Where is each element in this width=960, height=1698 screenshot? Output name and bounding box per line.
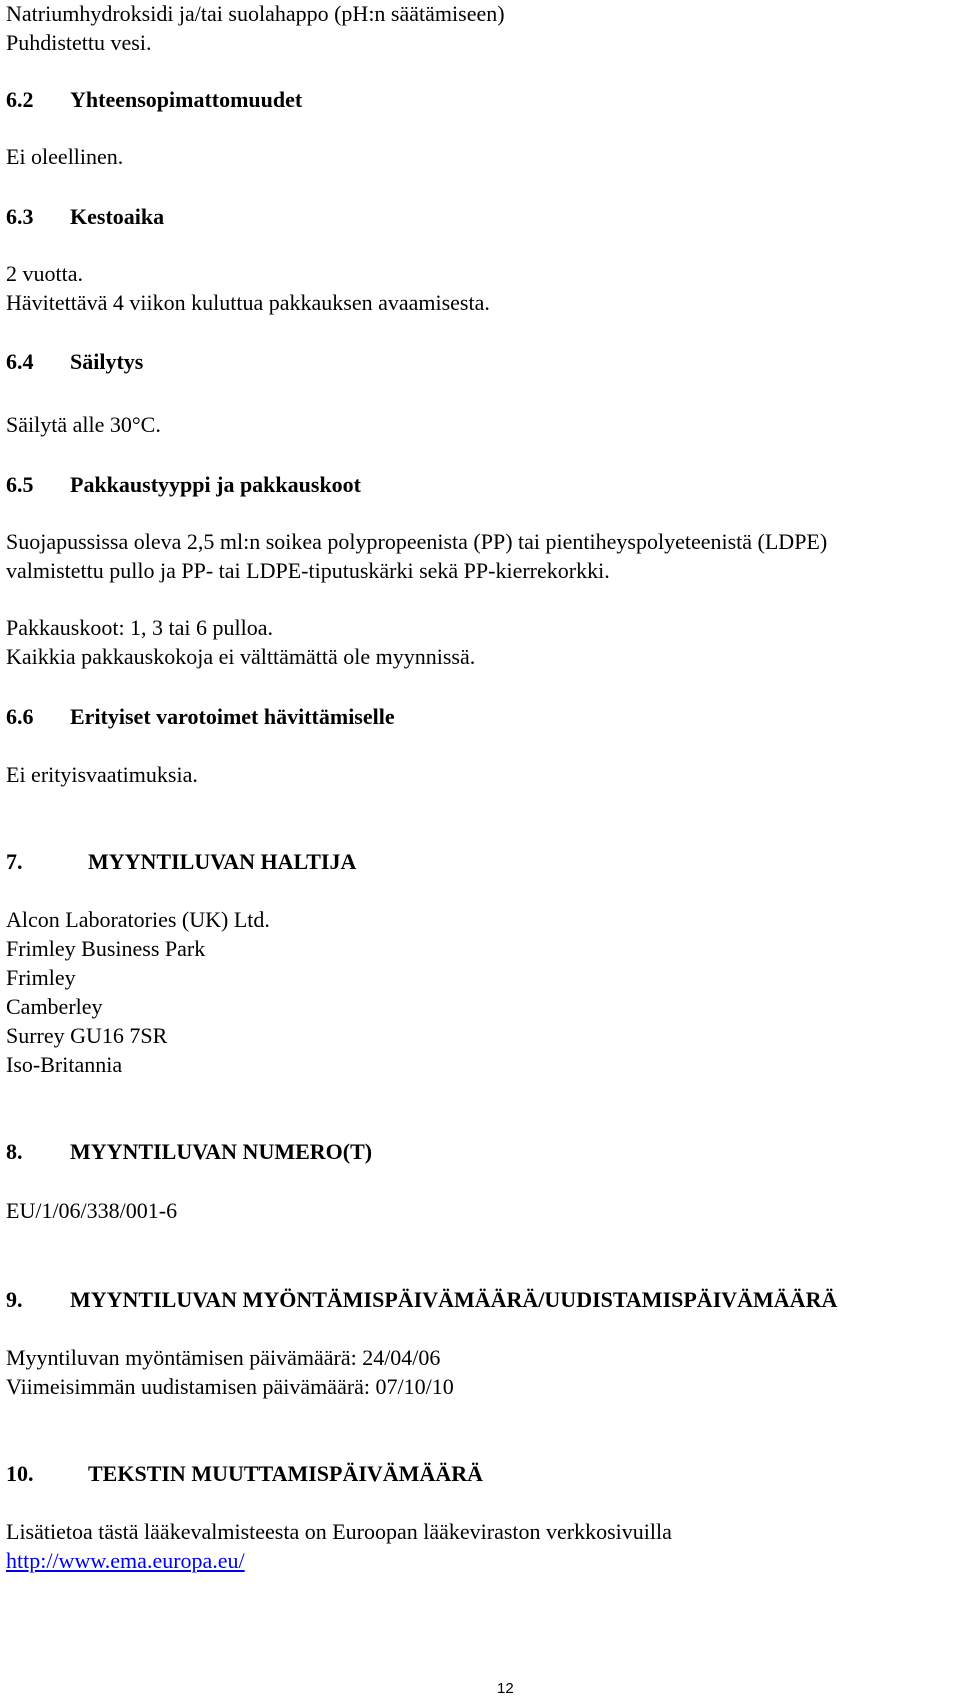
section-number: 8. bbox=[6, 1139, 23, 1164]
section-7-heading bbox=[6, 848, 356, 876]
section-6-4-heading bbox=[6, 348, 143, 376]
section-6-5-line-3: Pakkauskoot: 1, 3 tai 6 pulloa. bbox=[6, 615, 274, 640]
section-9-line-2: Viimeisimmän uudistamisen päivämäärä: 07/10/10 bbox=[6, 1374, 454, 1399]
section-number: 6.4 bbox=[6, 349, 34, 374]
intro-line-1: Natriumhydroksidi ja/tai suolahappo (pH:n säätämiseen) bbox=[6, 1, 505, 26]
section-number: 6.5 bbox=[6, 472, 34, 497]
section-title: Erityiset varotoimet hävittämiselle bbox=[70, 704, 395, 729]
address-line: Camberley bbox=[6, 994, 103, 1019]
section-9-line-1: Myyntiluvan myöntämisen päivämäärä: 24/04/06 bbox=[6, 1345, 441, 1370]
address-line: Alcon Laboratories (UK) Ltd. bbox=[6, 907, 270, 932]
section-number: 6.6 bbox=[6, 704, 34, 729]
ema-link-row bbox=[6, 1547, 245, 1575]
section-6-6-heading bbox=[6, 703, 395, 731]
section-6-5-line-2: valmistettu pullo ja PP- tai LDPE-tiputuskärki sekä PP-kierrekorkki. bbox=[6, 558, 610, 583]
section-6-2-heading bbox=[6, 86, 302, 114]
section-6-6-text: Ei erityisvaatimuksia. bbox=[6, 762, 198, 787]
section-number: 10. bbox=[6, 1461, 34, 1486]
section-10-line-1: Lisätietoa tästä lääkevalmisteesta on Euroopan lääkeviraston verkkosivuilla bbox=[6, 1519, 672, 1544]
section-6-5-line-1: Suojapussissa oleva 2,5 ml:n soikea polypropeenista (PP) tai pientiheyspolyeteenistä (LDPE) bbox=[6, 529, 828, 554]
section-8-text: EU/1/06/338/001-6 bbox=[6, 1198, 178, 1223]
section-title: MYYNTILUVAN HALTIJA bbox=[88, 849, 357, 874]
page-number: 12 bbox=[497, 1680, 514, 1697]
section-number: 7. bbox=[6, 849, 23, 874]
section-6-5-line-4: Kaikkia pakkauskokoja ei välttämättä ole myynnissä. bbox=[6, 644, 476, 669]
section-title: Kestoaika bbox=[70, 204, 165, 229]
section-6-2-text: Ei oleellinen. bbox=[6, 144, 124, 169]
address-line: Surrey GU16 7SR bbox=[6, 1023, 168, 1048]
section-8-heading bbox=[6, 1138, 372, 1166]
section-title: Säilytys bbox=[70, 349, 144, 374]
section-6-3-heading bbox=[6, 203, 164, 231]
section-6-5-heading bbox=[6, 471, 361, 499]
section-title: TEKSTIN MUUTTAMISPÄIVÄMÄÄRÄ bbox=[88, 1461, 484, 1486]
section-6-3-line-1: 2 vuotta. bbox=[6, 261, 83, 286]
section-10-heading bbox=[6, 1460, 483, 1488]
address-line: Iso-Britannia bbox=[6, 1052, 123, 1077]
section-title: Pakkaustyyppi ja pakkauskoot bbox=[70, 472, 362, 497]
address-line: Frimley bbox=[6, 965, 76, 990]
ema-website-link[interactable]: http://www.ema.europa.eu/ bbox=[6, 1548, 245, 1573]
section-title: Yhteensopimattomuudet bbox=[70, 87, 303, 112]
section-title: MYYNTILUVAN MYÖNTÄMISPÄIVÄMÄÄRÄ/UUDISTAMISPÄIVÄMÄÄRÄ bbox=[70, 1287, 838, 1312]
section-number: 6.3 bbox=[6, 204, 34, 229]
section-9-heading bbox=[6, 1286, 837, 1314]
section-6-4-text: Säilytä alle 30°C. bbox=[6, 412, 161, 437]
section-number: 6.2 bbox=[6, 87, 34, 112]
section-number: 9. bbox=[6, 1287, 23, 1312]
intro-line-2: Puhdistettu vesi. bbox=[6, 30, 152, 55]
address-line: Frimley Business Park bbox=[6, 936, 206, 961]
section-6-3-line-2: Hävitettävä 4 viikon kuluttua pakkauksen avaamisesta. bbox=[6, 290, 490, 315]
section-title: MYYNTILUVAN NUMERO(T) bbox=[70, 1139, 373, 1164]
